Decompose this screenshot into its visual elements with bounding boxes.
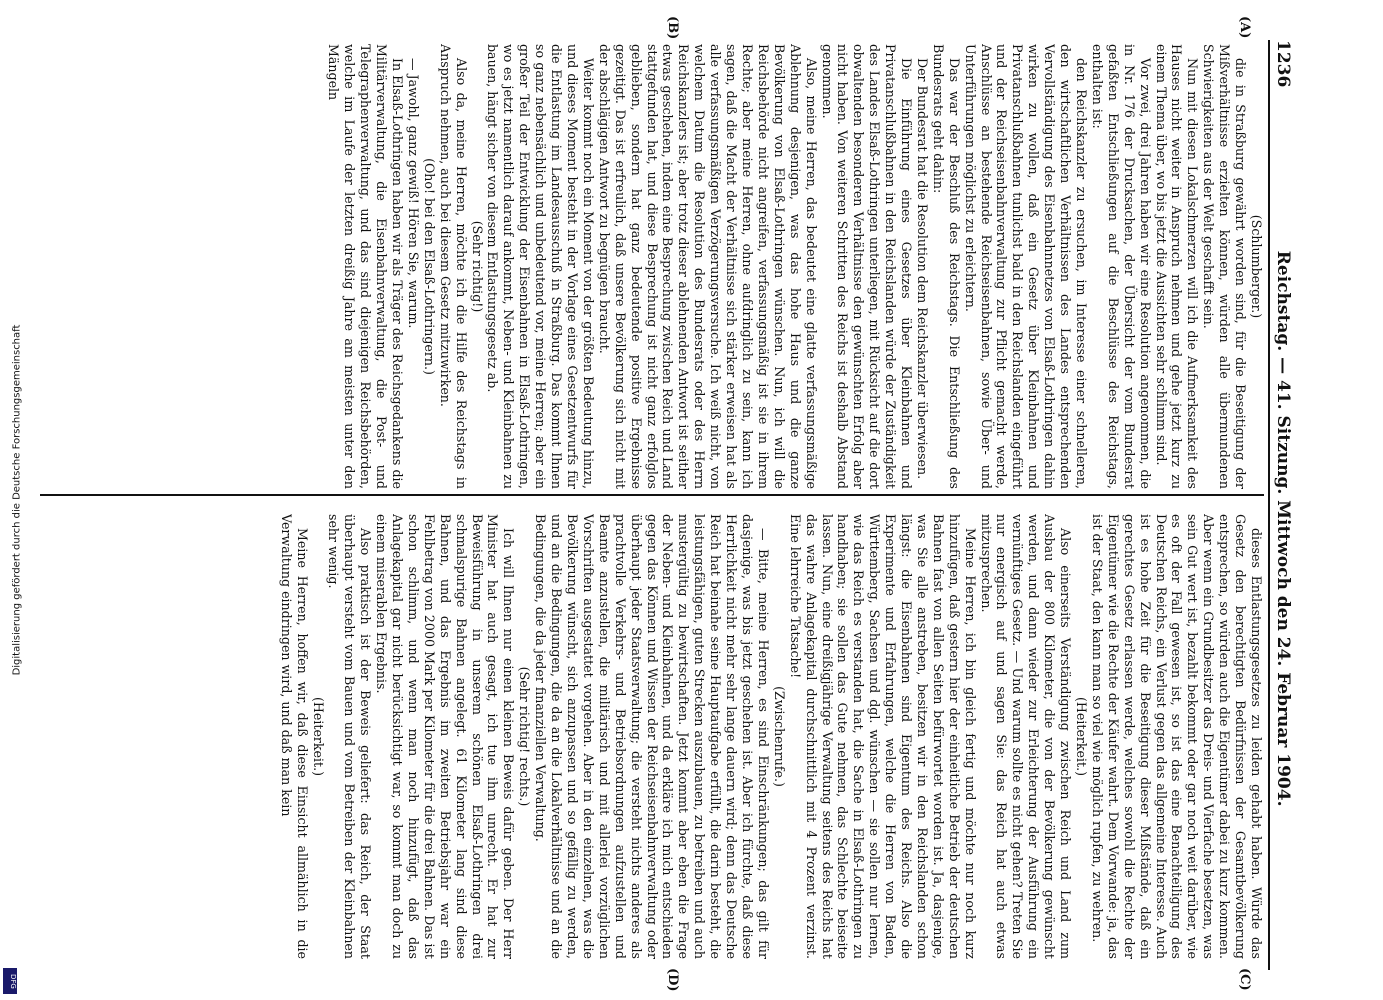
paragraph: Meine Herren, ich bin gleich fertig und möchte nur noch kurz hinzufügen, daß gestern hier der einheitliche Betrieb der deutschen Bahnen fast von allen Seiten befürwortet worden ist. Ja, dasjenige, was Sie alle anstreben, besitzen wir in den Reichslanden schon längst: die Eisenbahnen sind Eigentum des Reichs. Also die Experimente und Erfahrungen, welche die Herren von Baden, Württemberg, Sachsen und dgl. wünschen — sie sollen nur lernen, wie das Reich es verstanden hat, die Sache in Elsaß-Lothringen zu handhaben; sie sollen das Gute nehmen, das Schlechte beiseite lassen. Nun, eine dreißigjährige Verwaltung seitens des Reichs hat das wahre Anlagekapital durchschnittlich mit 4 Prozent verzinst. Eine lehrreiche Tatsache!: [787, 514, 978, 959]
paragraph: Also praktisch ist der Beweis geliefert: das Reich, der Staat überhaupt versteht vom Bauen und vom Betreiben der Kleinbahnen sehr wenig.: [326, 514, 374, 959]
digitization-credit: Digitalisierung gefördert durch die Deutsche Forschungsgemeinschaft: [11, 324, 23, 676]
paragraph: Vor zwei, drei Jahren haben wir eine Resolution angenommen, die in Nr. 176 der Drucksachen, der Übersicht der vom Bundesrat gefaßten Entschließungen auf die Beschlüsse des Reichstags, enthalten ist:: [1089, 44, 1153, 489]
paragraph: Weiter kommt noch ein Moment von der größten Bedeutung hinzu, und dieses Moment besteht in der Vorlage eines Gesetzentwurfs für die Entlastung im Landesausschuß in Straßburg. Das kommt Ihnen so ganz nebensächlich und unbedeutend vor, meine Herren; aber ein großer Teil der Entwicklung der Eisenbahnen in Elsaß-Lothringen, wo es jetzt namentlich darauf ankommt, Neben- und Kleinbahnen zu bauen, hängt sicher von diesem Entlastungsgesetz ab.: [485, 44, 596, 489]
paragraph: die in Straßburg gewährt worden sind, für die Beseitigung der Mißverhältnisse erzielten können, würden alle übermundenen Schwierigkeiten aus der Welt geschafft sein.: [1201, 44, 1249, 489]
margin-mark-c: (C): [1237, 968, 1252, 991]
page-header: [1272, 40, 1294, 970]
header-rule: [1268, 40, 1270, 970]
paragraph: Nun mit diesen Lokalschmerzen will ich die Aufmerksamkeit des Hauses nicht weiter in Anspruch nehmen und gehe jetzt kurz zu einem Thema über, wo bis jetzt die Aussichten sehr schlimm sind.: [1153, 44, 1201, 489]
paragraph: Also da, meine Herren, möchte ich die Hilfe des Reichstags in Anspruch nehmen, auch bei diesem Gesetz mitzuwirken.: [437, 44, 469, 489]
paragraph: In Elsaß-Lothringen haben wir als Träger des Reichsgedankens die Militärverwaltung, die Eisenbahnverwaltung, die Post- und Telegraphenverwaltung, und das sind diejenigen Reichsbehörden, welche im Laufe der letzten dreißig Jahre am meisten unter den Mängeln: [326, 44, 406, 489]
paragraph: Also einerseits Verständigung zwischen Reich und Land zum Ausbau der 800 Kilometer, die von der Bevölkerung gewünscht werden, und dann wieder zur Erleichterung der Ausführung ein vernünftiges Gesetz. — Und warum sollte es nicht gehen? Treten Sie nur energisch auf und sagen Sie: das Reich hat auch etwas mitzusprechen.: [978, 514, 1074, 959]
paragraph: (Sehr richtig!): [469, 220, 485, 313]
paragraph: Also, meine Herren, das bedeutet eine glatte verfassungsmäßige Ablehnung desjenigen, was das hohe Haus und die ganze Bevölkerung von Elsaß-Lothringen wünschen. Nun, ich will die Reichsbehörde nicht angreifen, verfassungsmäßig ist sie in ihrem Rechte; aber meine Herren, ohne aufdringlich zu sein, kann ich sagen, daß die Macht der Verhältnisse sich stärker erweisen hat als alle verfassungsmäßigen Verzögerungsversuche. Ich weiß nicht, von welchem Datum die Resolution des Bundesrats oder des Herrn Reichskanzlers ist; aber trotz dieser ablehnenden Antwort ist seither etwas geschehen, indem eine Besprechung zwischen Reich und Land stattgefunden hat, und diese Besprechung ist nicht ganz erfolglos geblieben, sondern hat ganz bedeutende positive Ergebnisse gezeitigt. Das ist erfreulich, daß unsere Bevölkerung sich nicht mit der abschlägigen Antwort zu begnügen braucht.: [596, 44, 819, 489]
paragraph: (Sehr richtig! rechts.): [517, 666, 533, 807]
margin-mark-d: (D): [665, 968, 680, 992]
paragraph: Ich will Ihnen nur einen kleinen Beweis dafür geben. Der Herr Minister hat auch gesagt, ich tue ihm unrecht. Er hat zur Beweisführung in unserem schönen Elsaß-Lothringen drei schmalspurige Bahnen angelegt. 61 Kilometer lang sind diese Bahnen, und das Ergebnis im zweiten Betriebsjahr war ein Fehlbetrag von 2000 Mark per Kilometer für die drei Bahnen. Das ist schon schlimm, und wenn man noch hinzufügt, daß das Anlagekapital gar nicht berücksichtigt war, so kommt man doch zu einem miserablen Ergebnis.: [374, 514, 517, 959]
paragraph: (Heiterkeit.): [1074, 697, 1090, 776]
paragraph: Die Einführung eines Gesetzes über Kleinbahnen und Privatanschlußbahnen in den Reichslanden würde der Zuständigkeit des Landes Elsaß-Lothringen unterliegen, mit Rücksicht auf die dort obwaltenden besonderen Verhältnisse den gewünschten Erfolg aber nicht haben. Von weiteren Schritten des Reichs ist deshalb Abstand genommen.: [819, 44, 915, 489]
running-title: Reichstag. — 41. Sitzung. Mittwoch den 24. Februar 1904.: [1273, 250, 1293, 807]
paragraph: (Schlumberger.): [1249, 214, 1264, 319]
paragraph: (Oho! bei den Elsaß-Lothringern.): [421, 158, 437, 375]
dfg-logo: DFG: [3, 968, 17, 994]
margin-mark-a: (A): [1237, 16, 1252, 39]
paragraph: Das war der Beschluß des Reichstags. Die Entschließung des Bundesrats geht dahin:: [930, 44, 962, 489]
paragraph: — Bitte, meine Herren, es sind Einschränkungen; das gilt für dasjenige, was bis jetzt geschehen ist. Aber ich fürchte, daß diese Herrlichkeit nicht mehr sehr lange dauern wird; denn das Deutsche Reich hat beinahe seine Hauptaufgabe erfüllt, die darin besteht, die leistungsfähigen, guten Strecken auszubauen, zu betreiben und auch mustergültig zu bewirtschaften. Jetzt kommt aber eben die Frage der Neben- und Kleinbahnen, und da erkläre ich mich entschieden gegen das Können und Wissen der Reichseisenbahnverwaltung oder überhaupt jeder Staatsverwaltung; die versteht nichts anderes als prachtvolle Verkehrs- und Betriebsordnungen aufzustellen und Beamte anzustellen, die militärisch und mit allerlei vorzüglichen Vorschriften ausgestattet vorgehen. Aber in den einzelnen, was die Bevölkerung wünscht, sich anzupassen und so gefällig zu werden, und an die Bedingungen, die da an die Lokalverhältnisse und an die Bedingungen, die da jeder finanziellen Verwaltung.: [533, 514, 771, 959]
paragraph: (Heiterkeit.): [310, 697, 326, 776]
column-divider: [40, 494, 1264, 496]
paragraph: — Jawohl, ganz gewiß! Hören Sie, warum.: [405, 58, 421, 329]
paragraph: den Reichskanzler zu ersuchen, im Interesse einer schnelleren, den wirtschaftlichen Verhältnissen des Landes entsprechenden Vervollständigung des Eisenbahnnetzes von Elsaß-Lothringen dahin wirken zu wollen, daß ein Gesetz über Kleinbahnen und Privatanschlußbahnen tunlichst bald in den Reichslanden eingeführt und der Reichseisenbahnverwaltung zur Pflicht gemacht werde, Anschlüsse an bestehende Reichseisenbahnen, sowie Über- und Unterführungen möglichst zu erleichtern.: [962, 44, 1090, 489]
page-number: 1236: [1273, 40, 1293, 88]
margin-mark-b: (B): [665, 16, 680, 40]
paragraph: Der Bundesrat hat die Resolution dem Reichskanzler überwiesen.: [914, 58, 930, 480]
paragraph: Meine Herren, hoffen wir, daß diese Einsicht allmählich in die Verwaltung eindringen wird, und daß man kein: [278, 514, 310, 959]
left-text-column: [40, 44, 1264, 489]
paragraph: (Zwischenrufe.): [771, 686, 787, 787]
right-text-column: [40, 514, 1264, 959]
paragraph: dieses Entlastungsgesetzes zu leiden gehabt haben. Würde das Gesetz den berechtigten Bedürfnissen der Gesamtbevölkerung entsprechen, so würden auch die Eigentümer dabei zu kurz kommen. Aber wenn ein Grundbesitzer das Dreis- und Vierfache besetzen, was sein Gut wert ist, bezahlt bekommt oder gar noch weit darüber, wie es oft der Fall gewesen ist, so ist das eine Benachteiligung des Deutschen Reichs, ein Verlust gegen das allgemeine Interesse. Auch ist es hohe Zeit für die Beseitigung dieser Mißstände, daß ein gerechtes Gesetz erlassen werde, welches sowohl die Rechte der Eigentümer wie die Rechte der Käufer wahrt. Dem Vorwande: ja, das ist der Staat, den kann man so viel wie möglich rupfen, zu wehren.: [1089, 514, 1264, 959]
